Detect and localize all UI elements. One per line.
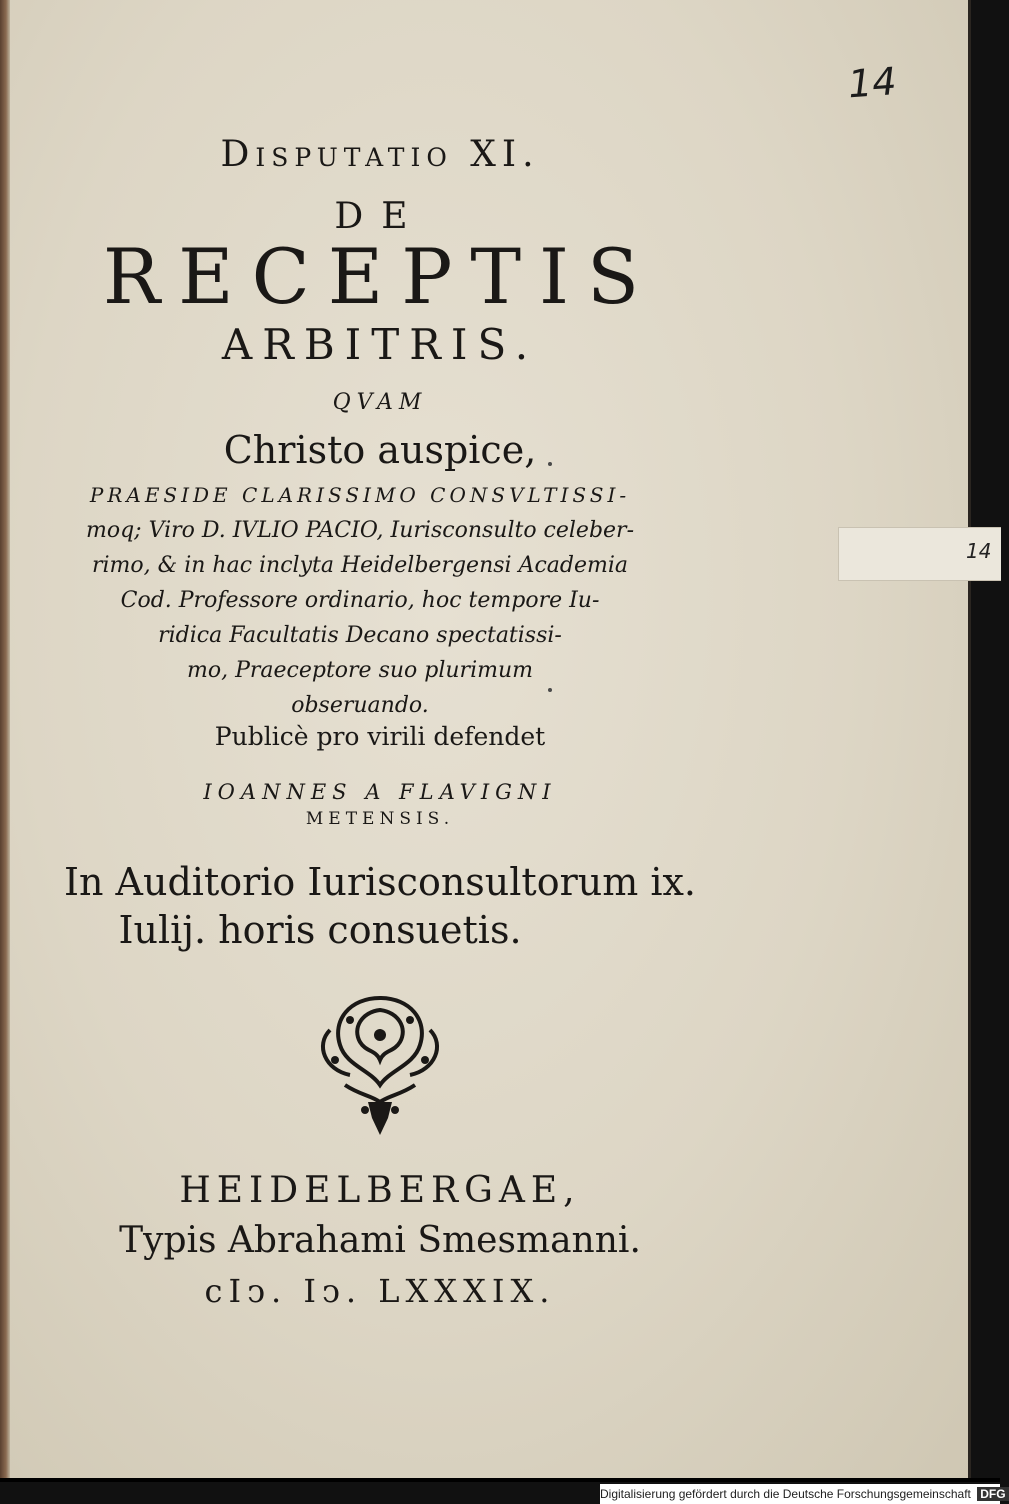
praeses-line: ridica Facultatis Decano spectatissi- [158,623,562,648]
imprint-printer: Typis Abrahami Smesmanni. [119,1220,641,1261]
venue-line-2: Iulij. horis consuetis. [118,908,522,952]
title-quam: QVAM [332,390,428,415]
scan-border [0,1478,1000,1482]
defense-line: Publicè pro virili defendet [214,722,546,751]
praeses-paragraph [60,478,660,723]
funding-footer [600,1484,1006,1504]
imprint-year: cIↄ. Iↄ. LXXXIX. [204,1272,556,1310]
respondent-name: IOANNES A FLAVIGNI [203,780,557,804]
title-christo-auspice: Christo auspice, [223,428,537,472]
book-spine-edge [0,0,10,1480]
praeses-line: rimo, & in hac inclyta Heidelbergensi Academia [92,553,628,578]
paper-speck [548,462,552,466]
praeses-line: moq; Viro D. IVLIO PACIO, Iurisconsulto celeber- [85,518,635,543]
venue-line-1: In Auditorio Iurisconsultorum ix. [63,860,696,904]
praeses-line: obseruando. [291,693,429,718]
praeses-line: Cod. Professore ordinario, hoc tempore Iu- [120,588,600,613]
handwritten-page-number: 14 [846,59,898,107]
imprint-place: HEIDELBERGAE, [179,1170,581,1211]
slip-page-number: 14 [966,539,992,563]
title-disputatio: Disputatio XI. [220,134,540,175]
funding-text: Digitalisierung gefördert durch die Deutsche Forschungsgemeinschaft [600,1487,971,1501]
title-receptis: RECEPTIS [102,232,658,321]
paper-speck [548,688,552,692]
respondent-origin: METENSIS. [305,809,455,829]
printers-ornament-icon [310,990,450,1140]
dfg-logo: DFG [977,1487,1008,1501]
title-arbitris: ARBITRIS. [221,320,539,369]
praeses-line: mo, Praeceptore suo plurimum [186,658,534,683]
title-de: DE [334,196,426,237]
praeses-line: PRAESIDE CLARISSIMO CONSVLTISSI- [89,483,631,507]
